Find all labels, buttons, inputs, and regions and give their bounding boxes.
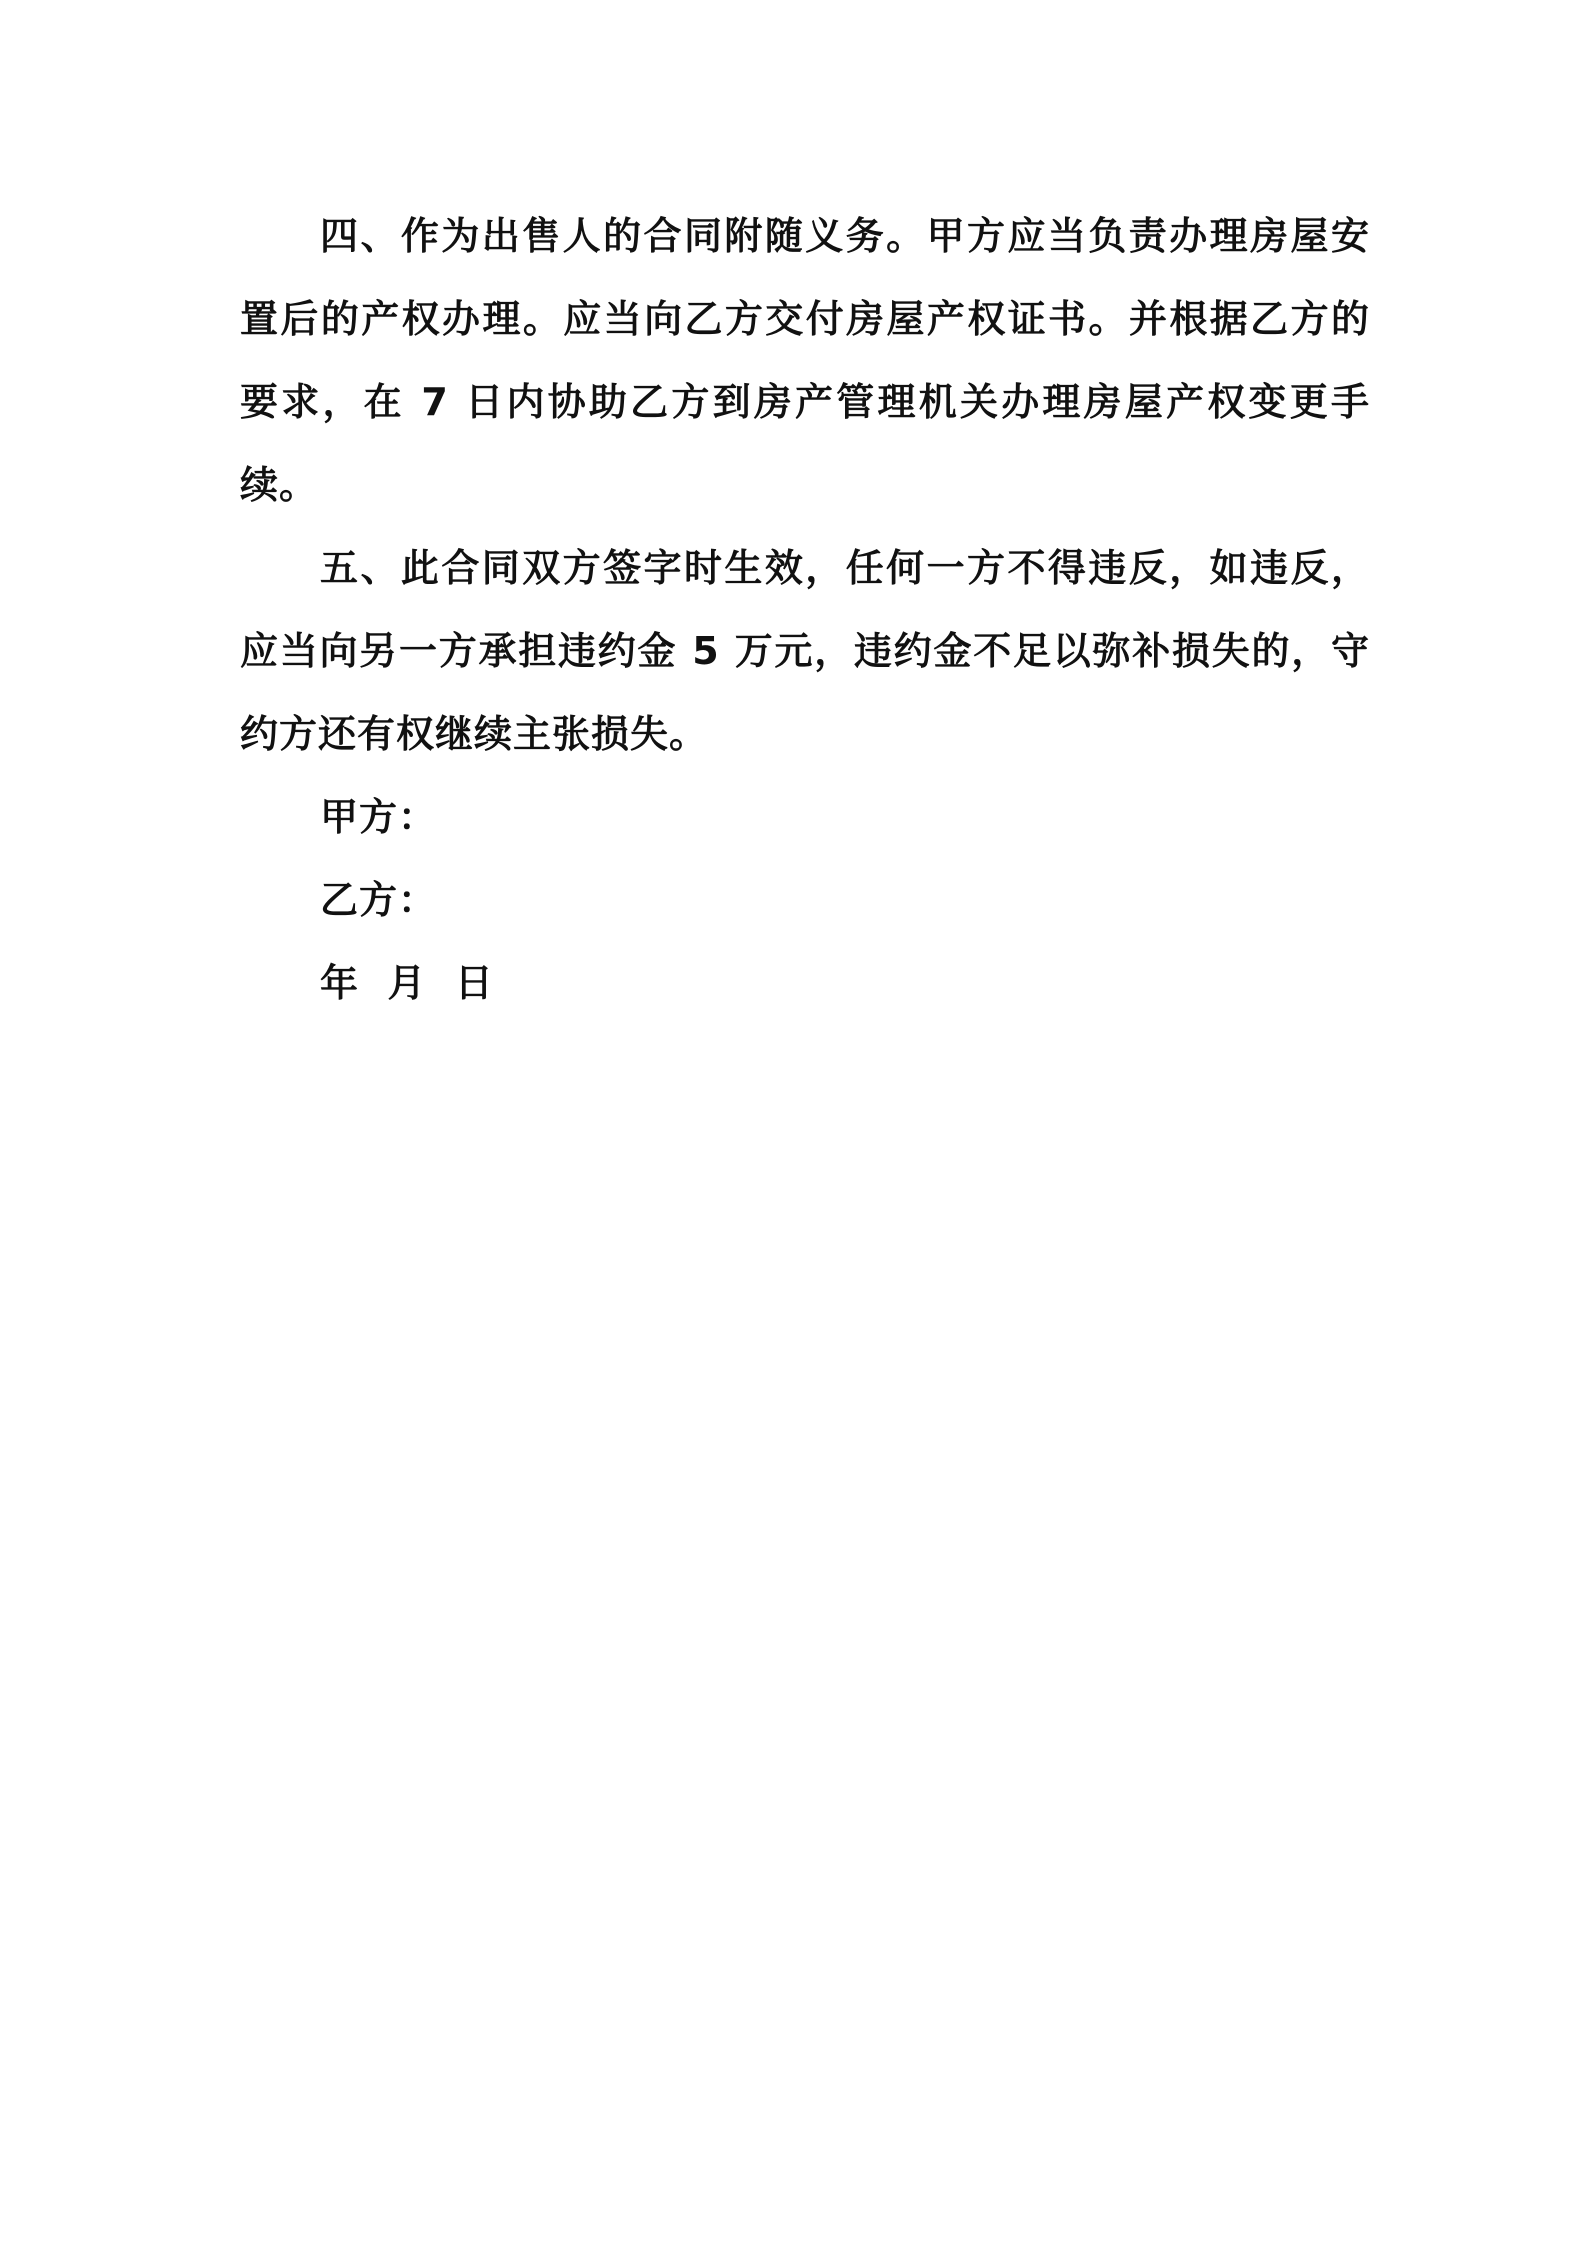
clause-five: 五、此合同双方签字时生效，任何一方不得违反，如违反，应当向另一方承担违约金 5 万元，违约金不足以弥补损失的，守约方还有权继续主张损失。 — [240, 546, 1370, 756]
clause-four: 四、作为出售人的合同附随义务。甲方应当负责办理房屋安置后的产权办理。应当向乙方交付房屋产权证书。并根据乙方的要求，在 7 日内协助乙方到房产管理机关办理房屋产权变更手续。 — [240, 214, 1370, 507]
document-body — [240, 195, 1370, 1025]
date-line: 年 月 日 — [320, 961, 494, 1005]
party-a-signature-line: 甲方： — [320, 795, 438, 839]
party-b-signature-line: 乙方： — [320, 878, 438, 922]
